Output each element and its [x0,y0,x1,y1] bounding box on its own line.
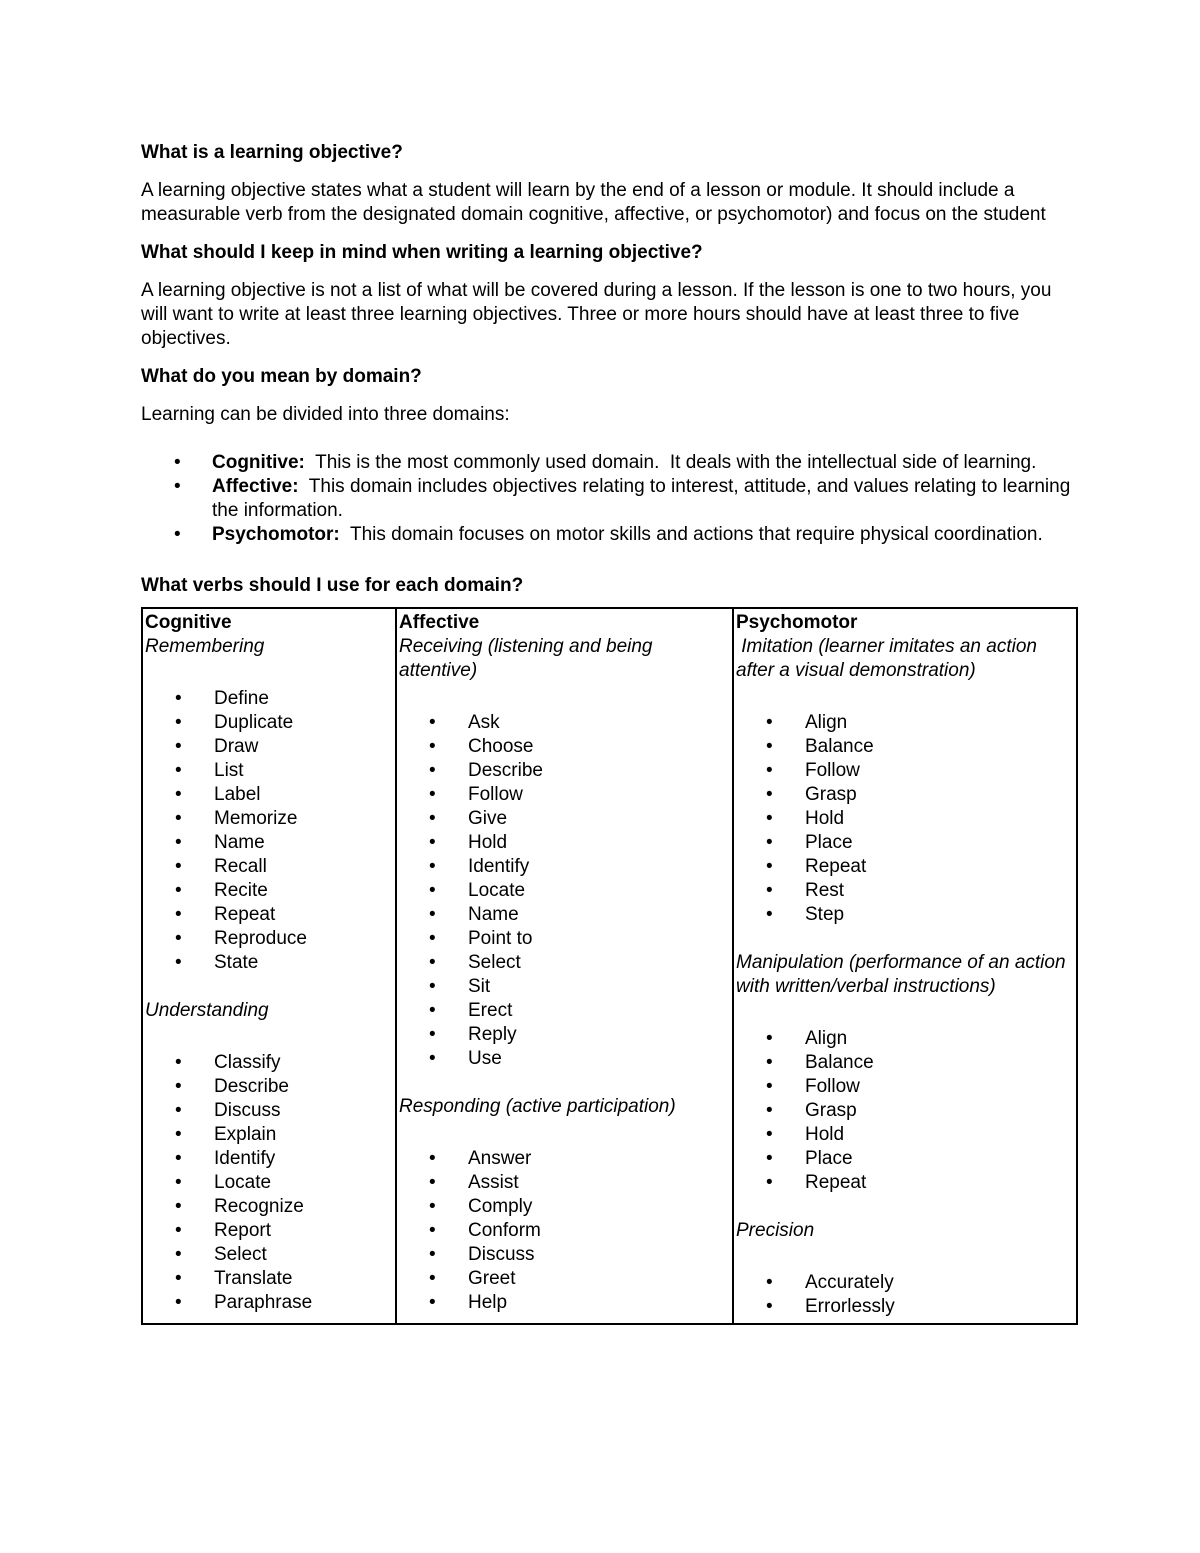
list-item [145,831,395,855]
verb-text: Name [468,904,519,925]
verb-text: Errorlessly [805,1296,895,1317]
verb-text: Reply [468,1024,517,1045]
verb-text: Point to [468,928,533,949]
list-item [736,1051,1076,1075]
verb-text: Place [805,1148,853,1169]
list-item [399,1047,732,1071]
bullet-icon: • [429,832,436,853]
list-item [145,1123,395,1147]
bullet-icon: • [174,524,181,545]
verb-text: Draw [214,736,259,757]
verb-text: Assist [468,1172,519,1193]
verb-text: Repeat [214,904,276,925]
list-item [399,1023,732,1047]
bullet-icon: • [766,712,773,733]
verb-text: Locate [214,1172,272,1193]
verb-list [145,687,395,975]
verb-text: Reproduce [214,928,307,949]
column-psychomotor [733,608,1077,1324]
bullet-icon: • [429,1268,436,1289]
verb-text: Describe [214,1076,289,1097]
bullet-icon: • [175,736,182,757]
verb-text: Identify [468,856,530,877]
bullet-icon: • [766,856,773,877]
bullet-icon: • [429,1048,436,1069]
list-item [145,903,395,927]
list-item [736,759,1076,783]
bullet-icon: • [766,1148,773,1169]
bullet-icon: • [429,904,436,925]
verb-text: Follow [805,760,860,781]
list-item [399,1195,732,1219]
bullet-icon: • [429,712,436,733]
paragraph-domain: Learning can be divided into three domains: [141,404,510,425]
verbs-table [141,607,1078,1325]
bullet-icon: • [429,928,436,949]
verb-text: Comply [468,1196,533,1217]
list-item [145,1075,395,1099]
bullet-icon: • [175,1292,182,1313]
list-item [736,1027,1076,1051]
paragraph-keep-in-mind: A learning objective is not a list of what will be covered during a lesson. If the lesson is one to two hours, you will want to write at least three learning objectives. Three or more hours should have at least three to five objectives. [141,280,1052,349]
list-item [399,999,732,1023]
bullet-icon: • [175,1076,182,1097]
verb-text: Choose [468,736,534,757]
list-item [399,903,732,927]
list-item [736,783,1076,807]
list-item [736,903,1076,927]
bullet-icon: • [175,928,182,949]
verb-group-label: Manipulation (performance of an action with written/verbal instructions) [736,952,1071,997]
verb-list [736,1271,1076,1319]
verb-text: Duplicate [214,712,294,733]
list-item [399,1243,732,1267]
bullet-icon: • [429,1172,436,1193]
verb-text: Sit [468,976,491,997]
verb-text: Accurately [805,1272,894,1293]
list-item [736,1271,1076,1295]
domain-description: This domain focuses on motor skills and actions that require physical coordination. [339,524,1043,545]
verb-list [145,1051,395,1315]
verb-text: Recognize [214,1196,304,1217]
verb-text: Hold [805,1124,845,1145]
bullet-icon: • [175,688,182,709]
bullet-icon: • [429,1024,436,1045]
domain-list-item-cognitive [141,451,1079,475]
list-item [736,1099,1076,1123]
list-item [145,1219,395,1243]
list-item [145,951,395,975]
list-item [399,1291,732,1315]
list-item [399,831,732,855]
bullet-icon: • [175,856,182,877]
verb-text: Rest [805,880,845,901]
bullet-icon: • [766,736,773,757]
list-item [736,807,1076,831]
verb-text: Answer [468,1148,532,1169]
verb-text: Translate [214,1268,293,1289]
verb-text: Name [214,832,265,853]
list-item [145,1195,395,1219]
list-item [399,783,732,807]
list-item [399,759,732,783]
bullet-icon: • [175,1100,182,1121]
list-item [399,1171,732,1195]
verb-group-label: Imitation (learner imitates an action after a visual demonstration) [736,636,1043,681]
bullet-icon: • [175,1196,182,1217]
list-item [736,831,1076,855]
list-item [736,1147,1076,1171]
list-item [399,1219,732,1243]
list-item [736,711,1076,735]
verb-text: Define [214,688,269,709]
heading-keep-in-mind: What should I keep in mind when writing a learning objective? [141,242,703,263]
verb-text: Balance [805,1052,874,1073]
bullet-icon: • [429,1292,436,1313]
bullet-icon: • [429,1220,436,1241]
verb-text: Greet [468,1268,516,1289]
verb-list [399,1147,732,1315]
bullet-icon: • [429,856,436,877]
verb-text: Align [805,1028,848,1049]
bullet-icon: • [429,1196,436,1217]
bullet-icon: • [429,1148,436,1169]
verb-text: Recite [214,880,268,901]
list-item [736,735,1076,759]
list-item [145,879,395,903]
bullet-icon: • [766,1272,773,1293]
verb-text: Discuss [214,1100,281,1121]
bullet-icon: • [429,736,436,757]
verb-text: Grasp [805,784,857,805]
domain-list [141,451,1079,547]
verb-text: Hold [805,808,845,829]
verb-text: State [214,952,259,973]
domain-list-item-affective [141,475,1079,523]
verb-text: Use [468,1048,502,1069]
bullet-icon: • [174,452,181,473]
verb-text: Step [805,904,845,925]
heading-verbs: What verbs should I use for each domain? [141,575,524,596]
verb-text: Ask [468,712,500,733]
list-item [145,927,395,951]
bullet-icon: • [175,1172,182,1193]
bullet-icon: • [429,1244,436,1265]
bullet-icon: • [429,784,436,805]
verb-text: Repeat [805,1172,867,1193]
list-item [399,975,732,999]
bullet-icon: • [429,880,436,901]
bullet-icon: • [766,1172,773,1193]
column-affective [396,608,733,1324]
list-item [399,1267,732,1291]
bullet-icon: • [175,1052,182,1073]
list-item [736,1295,1076,1319]
bullet-icon: • [429,976,436,997]
verb-group-label: Remembering [145,636,265,657]
verb-groups [399,635,732,1315]
bullet-icon: • [429,1000,436,1021]
bullet-icon: • [766,808,773,829]
list-item [145,1051,395,1075]
bullet-icon: • [175,904,182,925]
bullet-icon: • [175,760,182,781]
list-item [145,1171,395,1195]
verb-text: List [214,760,244,781]
bullet-icon: • [175,880,182,901]
bullet-icon: • [766,1052,773,1073]
verb-text: Memorize [214,808,298,829]
column-cognitive [142,608,396,1324]
column-title: Affective [399,612,480,633]
bullet-icon: • [175,1148,182,1169]
verb-text: Recall [214,856,267,877]
list-item [736,879,1076,903]
verb-list [736,711,1076,927]
verb-text: Follow [805,1076,860,1097]
domain-term: Cognitive: [212,452,305,473]
list-item [736,1171,1076,1195]
bullet-icon: • [766,1028,773,1049]
verb-text: Conform [468,1220,541,1241]
document-page [141,141,1079,1325]
bullet-icon: • [429,808,436,829]
list-item [736,855,1076,879]
verb-text: Align [805,712,848,733]
list-item [399,711,732,735]
bullet-icon: • [766,832,773,853]
bullet-icon: • [766,1296,773,1317]
list-item [145,687,395,711]
verb-text: Repeat [805,856,867,877]
verb-text: Help [468,1292,508,1313]
verb-text: Classify [214,1052,281,1073]
verb-text: Explain [214,1124,277,1145]
bullet-icon: • [175,1268,182,1289]
verb-text: Erect [468,1000,513,1021]
list-item [736,1075,1076,1099]
verb-text: Place [805,832,853,853]
list-item [145,1291,395,1315]
verb-text: Follow [468,784,523,805]
bullet-icon: • [766,760,773,781]
verb-text: Locate [468,880,526,901]
verb-group-label: Understanding [145,1000,269,1021]
column-title: Psychomotor [736,612,858,633]
verb-text: Select [468,952,521,973]
list-item [145,1099,395,1123]
heading-domain: What do you mean by domain? [141,366,422,387]
bullet-icon: • [766,1076,773,1097]
list-item [145,1267,395,1291]
bullet-icon: • [175,832,182,853]
domain-list-item-psychomotor [141,523,1079,547]
verb-text: Paraphrase [214,1292,313,1313]
list-item [145,783,395,807]
bullet-icon: • [175,712,182,733]
list-item [399,807,732,831]
bullet-icon: • [766,904,773,925]
verb-text: Report [214,1220,272,1241]
bullet-icon: • [175,952,182,973]
list-item [399,735,732,759]
list-item [399,879,732,903]
verb-group-label: Receiving (listening and being attentive) [399,636,658,681]
verb-list [399,711,732,1071]
verb-groups [145,635,395,1315]
bullet-icon: • [175,1220,182,1241]
domain-description: This domain includes objectives relating to interest, attitude, and values relating to learning the information. [212,476,1076,521]
verb-text: Balance [805,736,874,757]
list-item [145,711,395,735]
list-item [399,927,732,951]
bullet-icon: • [175,784,182,805]
verb-text: Label [214,784,261,805]
bullet-icon: • [175,1124,182,1145]
list-item [145,759,395,783]
bullet-icon: • [766,1100,773,1121]
domain-term: Psychomotor: [212,524,340,545]
verb-text: Discuss [468,1244,535,1265]
bullet-icon: • [429,760,436,781]
list-item [145,855,395,879]
bullet-icon: • [174,476,181,497]
verb-text: Identify [214,1148,276,1169]
verb-text: Describe [468,760,543,781]
domain-term: Affective: [212,476,299,497]
verb-list [736,1027,1076,1195]
bullet-icon: • [175,1244,182,1265]
verb-text: Select [214,1244,267,1265]
heading-learning-objective: What is a learning objective? [141,142,403,163]
bullet-icon: • [766,1124,773,1145]
verb-text: Hold [468,832,508,853]
bullet-icon: • [175,808,182,829]
list-item [736,1123,1076,1147]
table-row [142,608,1077,1324]
domain-description: This is the most commonly used domain. It deals with the intellectual side of learning. [304,452,1037,473]
verb-text: Grasp [805,1100,857,1121]
paragraph-learning-objective: A learning objective states what a student will learn by the end of a lesson or module. It should include a measurable verb from the designated domain cognitive, affective, or psychomotor) and focus on the student [141,180,1046,225]
verb-group-label: Precision [736,1220,815,1241]
bullet-icon: • [766,880,773,901]
list-item [399,951,732,975]
bullet-icon: • [429,952,436,973]
verb-text: Give [468,808,508,829]
list-item [145,735,395,759]
bullet-icon: • [766,784,773,805]
list-item [399,855,732,879]
list-item [399,1147,732,1171]
column-title: Cognitive [145,612,232,633]
verb-groups [736,635,1076,1319]
list-item [145,1243,395,1267]
list-item [145,1147,395,1171]
verb-group-label: Responding (active participation) [399,1096,676,1117]
list-item [145,807,395,831]
